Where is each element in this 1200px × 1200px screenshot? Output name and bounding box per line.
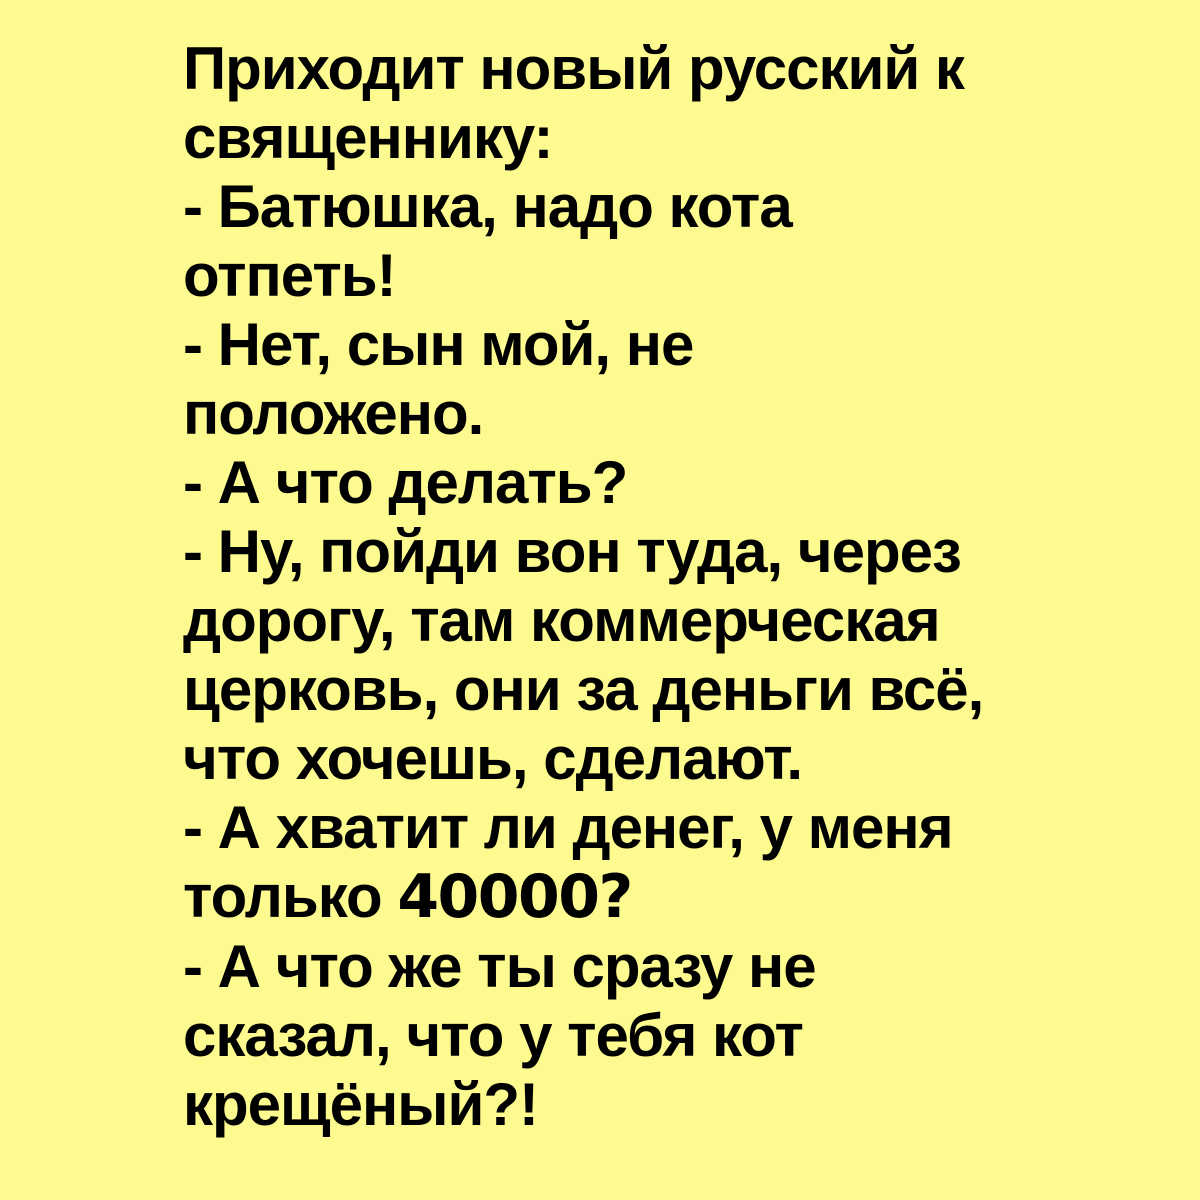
- joke-text-segment: положено.: [183, 380, 484, 447]
- joke-line: [183, 586, 1173, 655]
- joke-text-segment: церковь, они за деньги всё,: [183, 656, 984, 723]
- joke-text: [183, 34, 1173, 1139]
- joke-line: [183, 793, 1173, 862]
- joke-text-segment: - А хватит ли денег, у меня: [183, 794, 953, 861]
- joke-line: [183, 932, 1173, 1001]
- joke-text-segment: - Батюшка, надо кота: [183, 173, 792, 240]
- joke-text-segment: что хочешь, сделают.: [183, 725, 803, 792]
- joke-text-segment: - А что же ты сразу не: [183, 933, 816, 1000]
- joke-line: [183, 448, 1173, 517]
- joke-text-segment: отпеть!: [183, 242, 396, 309]
- joke-line: [183, 103, 1173, 172]
- joke-line: [183, 172, 1173, 241]
- joke-text-segment: только: [183, 863, 398, 930]
- joke-line: [183, 379, 1173, 448]
- joke-text-segment: сказал, что у тебя кот: [183, 1002, 803, 1069]
- joke-line: [183, 1070, 1173, 1139]
- joke-line: [183, 34, 1173, 103]
- joke-text-segment: дорогу, там коммерческая: [183, 587, 940, 654]
- joke-line: [183, 655, 1173, 724]
- joke-text-segment: священнику:: [183, 104, 553, 171]
- joke-heavy-number: 40000?: [397, 862, 632, 932]
- joke-line: [183, 862, 1173, 932]
- joke-line: [183, 241, 1173, 310]
- joke-text-segment: - Нет, сын мой, не: [183, 311, 694, 378]
- joke-text-segment: - Ну, пойди вон туда, через: [183, 518, 961, 585]
- joke-text-segment: крещёный?!: [183, 1071, 539, 1138]
- joke-text-segment: Приходит новый русский к: [183, 35, 964, 102]
- joke-line: [183, 517, 1173, 586]
- joke-text-segment: - А что делать?: [183, 449, 628, 516]
- joke-line: [183, 1001, 1173, 1070]
- joke-line: [183, 724, 1173, 793]
- joke-line: [183, 310, 1173, 379]
